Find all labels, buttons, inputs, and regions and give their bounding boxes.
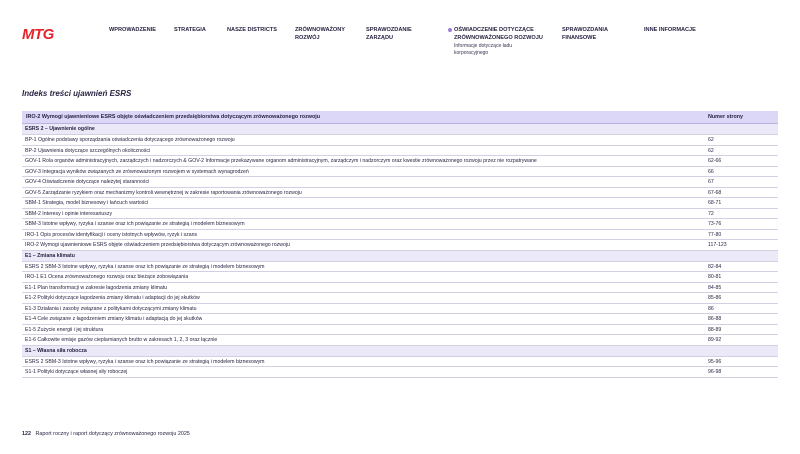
row-disclosure-text: GOV-1 Rola organów administracyjnych, zarządczych i nadzorczych & GOV-2 Informacje przekazywane organom administracyjnym, zarządczym i nadzorczym oraz kwestie zrównoważonego rozwoju przez nie rozpatrywane (25, 158, 537, 164)
table-header-title: IRO-2 Wymogi ujawnieniowe ESRS objęte oświadczeniem przedsiębiorstwa dotyczącym zrównoważonego rozwoju (26, 114, 321, 120)
row-disclosure-text: IRO-1 E1 Ocena zrównoważonego rozwoju oraz bieżące zobowiązania (25, 274, 189, 280)
active-indicator-icon (448, 28, 452, 32)
row-page-number[interactable]: 67 (708, 179, 714, 185)
row-page-number[interactable]: 88-89 (708, 326, 722, 333)
table-row[interactable] (22, 304, 778, 315)
nav-label: ZRÓWNOWAŻONY ROZWÓJ (295, 27, 345, 41)
table-section-header (22, 346, 778, 357)
nav-label: STRATEGIA (174, 27, 206, 33)
table-row[interactable] (22, 357, 778, 368)
row-disclosure-text: IRO-1 Opis procesów identyfikacji i oceny istotnych wpływów, ryzyk i szans (25, 231, 198, 238)
nav-item-sprawozdania-finansowe[interactable] (562, 26, 622, 42)
row-disclosure-text: GOV-5 Zarządzanie ryzykiem oraz mechanizmy kontroli wewnętrznej w zakresie raportowania zrównoważonego rozwoju (25, 189, 302, 196)
row-page-number[interactable]: 96-98 (708, 369, 722, 375)
row-disclosure-text: SBM-2 Interesy i opinie interesariuszy (25, 210, 113, 217)
row-disclosure-text: SBM-1 Strategia, model biznesowy i łańcuch wartości (25, 200, 149, 206)
table-row[interactable] (22, 219, 778, 230)
row-page-number[interactable]: 62-66 (708, 158, 722, 164)
nav-label: WPROWADZENIE (109, 27, 156, 33)
row-page-number[interactable]: 95-96 (708, 358, 722, 365)
row-disclosure-text: SBM-3 Istotne wpływy, ryzyka i szanse oraz ich powiązanie ze strategią i modelem biznesowym (25, 221, 245, 227)
table-row[interactable] (22, 293, 778, 304)
nav-sub-item-lad-korporacyjny[interactable]: Informacje dotyczące ładu korporacyjnego (454, 43, 513, 56)
table-row[interactable] (22, 283, 778, 294)
row-disclosure-text: GOV-4 Oświadczenie dotyczące należytej staranności (25, 179, 150, 185)
row-disclosure-text: E1-2 Polityki dotyczące łagodzenia zmiany klimatu i adaptacji do jej skutków (25, 295, 200, 301)
row-page-number[interactable]: 72 (708, 210, 714, 217)
table-section-header (22, 124, 778, 135)
row-disclosure-text: E1-5 Zużycie energii i jej struktura (25, 326, 104, 333)
row-disclosure-text: E1-1 Plan transformacji w zakresie łagodzenia zmiany klimatu (25, 284, 168, 291)
table-row[interactable] (22, 335, 778, 346)
row-disclosure-text: ESRS 2 SBM-3 Istotne wpływy, ryzyka i szanse oraz ich powiązanie ze strategią i modelem biznesowym (25, 263, 265, 270)
row-disclosure-text: ESRS 2 SBM-3 Istotne wpływy, ryzyka i szanse oraz ich powiązanie ze strategią i modelem biznesowym (25, 358, 265, 365)
row-page-number[interactable]: 62 (708, 147, 714, 154)
row-page-number[interactable]: 67-68 (708, 189, 722, 196)
nav-item-sprawozdanie-zarzadu[interactable] (366, 26, 424, 42)
row-disclosure-text: BP-1 Ogólne podstawy sporządzania oświadczenia dotyczącego zrównoważonego rozwoju (25, 137, 235, 143)
row-page-number[interactable]: 62 (708, 137, 714, 143)
table-header-page-col: Numer strony (708, 114, 744, 120)
esrs-index-table (22, 111, 778, 378)
nav-label: SPRAWOZDANIE ZARZĄDU (366, 27, 412, 41)
table-row[interactable] (22, 230, 778, 241)
row-disclosure-text: S1-1 Polityki dotyczące własnej siły roboczej (25, 369, 128, 375)
nav-item-oswiadczenie[interactable] (454, 26, 546, 57)
nav-label: SPRAWOZDANIA FINANSOWE (562, 27, 608, 41)
row-page-number[interactable]: 80-81 (708, 274, 722, 280)
table-row[interactable] (22, 325, 778, 336)
table-row[interactable] (22, 177, 778, 188)
row-page-number[interactable]: 85-86 (708, 295, 722, 301)
nav-item-inne-informacje[interactable] (644, 26, 714, 34)
footer-page-number: 122 (22, 431, 31, 437)
row-disclosure-text: S1 – Własna siła robocza (25, 347, 87, 354)
table-header (22, 111, 778, 124)
row-page-number[interactable]: 86-88 (708, 316, 722, 322)
row-disclosure-text: GOV-3 Integracja wyników związanych ze zrównoważonym rozwojem w systemach wynagrodzeń (25, 168, 249, 175)
table-row[interactable] (22, 240, 778, 251)
table-row[interactable] (22, 188, 778, 199)
table-row[interactable] (22, 314, 778, 325)
row-page-number[interactable]: 77-80 (708, 231, 722, 238)
nav-item-zrownowazony-rozwoj[interactable] (295, 26, 353, 42)
nav-item-districts[interactable] (227, 26, 287, 34)
row-disclosure-text: E1-3 Działania i zasoby związane z politykami dotyczącymi zmiany klimatu (25, 305, 197, 312)
page-footer (22, 431, 190, 437)
top-navigation (0, 26, 800, 72)
table-row[interactable] (22, 156, 778, 167)
row-page-number[interactable]: 73-76 (708, 221, 722, 227)
row-disclosure-text: IRO-2 Wymogi ujawnieniowe ESRS objęte oświadczeniem przedsiębiorstwa dotyczącym zrównoważonego rozwoju (25, 242, 290, 248)
table-row[interactable] (22, 167, 778, 178)
footer-text: Raport roczny i raport dotyczący zrównoważonego rozwoju 2025 (35, 431, 190, 437)
table-row[interactable] (22, 135, 778, 146)
table-row[interactable] (22, 272, 778, 283)
row-disclosure-text: E1-6 Całkowite emisje gazów cieplarnianych brutto w zakresach 1, 2, 3 oraz łącznie (25, 337, 218, 343)
row-disclosure-text: ESRS 2 – Ujawnienie ogólne (25, 126, 95, 132)
nav-item-strategia[interactable] (174, 26, 219, 34)
row-page-number[interactable]: 84-85 (708, 284, 722, 291)
table-row[interactable] (22, 367, 778, 378)
row-page-number[interactable]: 68-71 (708, 200, 722, 206)
row-disclosure-text: E1 – Zmiana klimatu (25, 252, 75, 259)
mtg-logo[interactable]: MTG (22, 26, 54, 43)
row-page-number[interactable]: 117-123 (708, 242, 727, 248)
row-page-number[interactable]: 89-92 (708, 337, 722, 343)
nav-label: OŚWIADCZENIE DOTYCZĄCE ZRÓWNOWAŻONEGO ROZWOJU (454, 27, 543, 41)
table-row[interactable] (22, 146, 778, 157)
row-disclosure-text: E1-4 Cele związane z łagodzeniem zmiany klimatu i adaptacją do jej skutków (25, 316, 203, 322)
nav-item-wprowadzenie[interactable] (109, 26, 164, 34)
table-row[interactable] (22, 262, 778, 273)
table-row[interactable] (22, 209, 778, 220)
row-page-number[interactable]: 66 (708, 168, 714, 175)
nav-label: INNE INFORMACJE (644, 27, 696, 33)
table-section-header (22, 251, 778, 262)
nav-label: NASZE DISTRICTS (227, 27, 278, 33)
row-disclosure-text: BP-2 Ujawnienia dotyczące szczególnych okoliczności (25, 147, 151, 154)
page-title: Indeks treści ujawnień ESRS (22, 89, 132, 98)
row-page-number[interactable]: 86 (708, 305, 714, 312)
row-page-number[interactable]: 82-84 (708, 263, 722, 270)
table-row[interactable] (22, 198, 778, 209)
